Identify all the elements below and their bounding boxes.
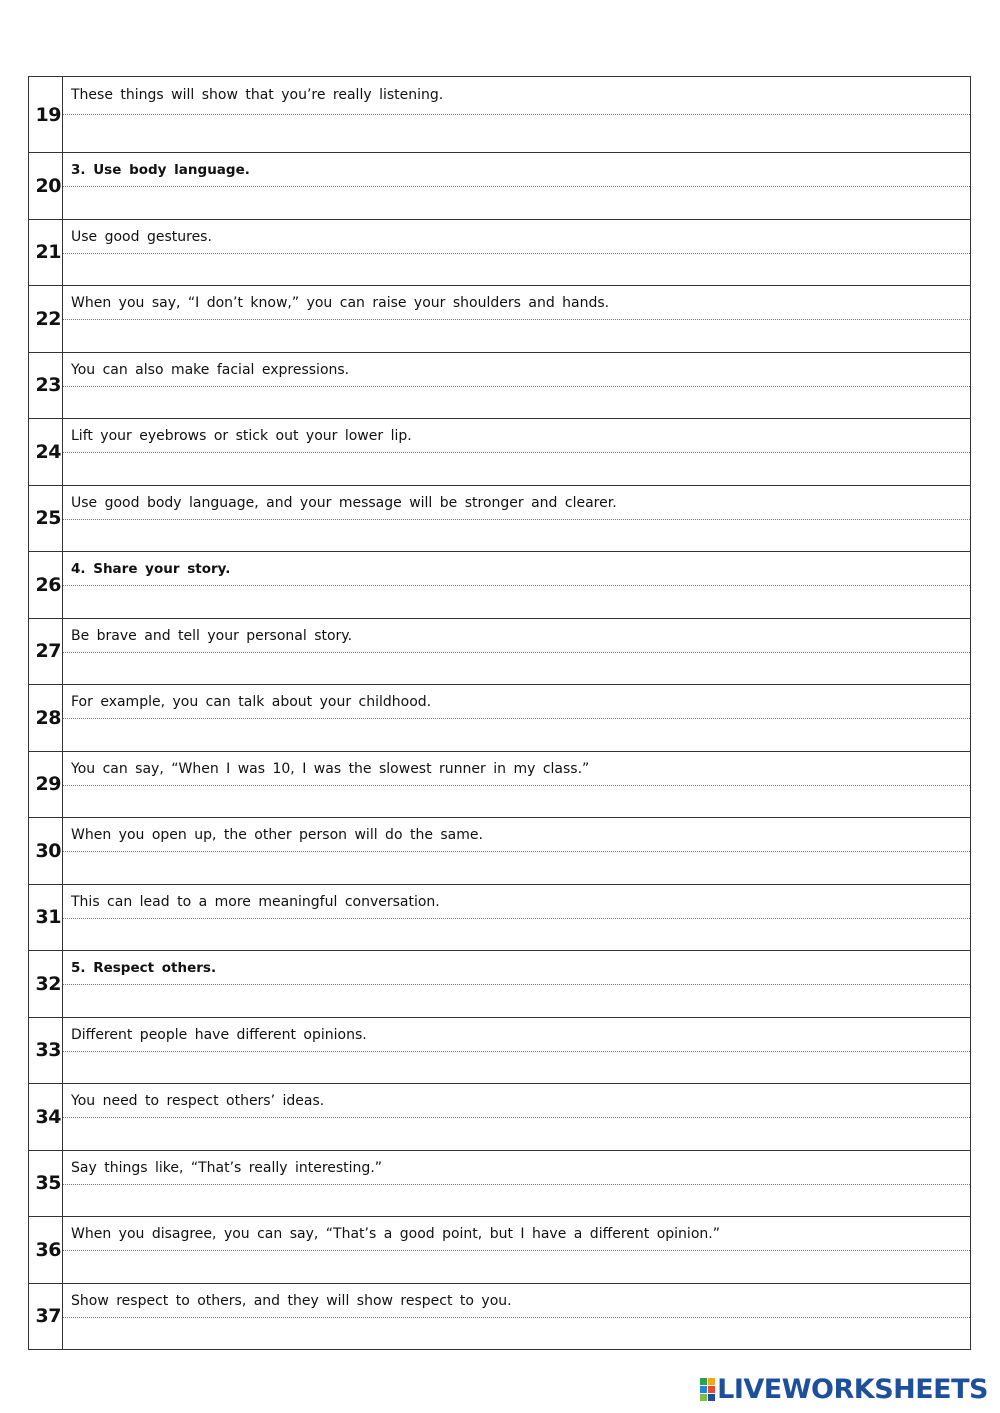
row-number: 28 xyxy=(29,685,63,751)
answer-input[interactable] xyxy=(69,1120,964,1148)
answer-input[interactable] xyxy=(69,1187,964,1215)
table-row xyxy=(29,1018,970,1085)
answer-input[interactable] xyxy=(69,389,964,417)
sentence-text: Lift your eyebrows or stick out your lower lip. xyxy=(71,428,412,444)
sentence-text: Show respect to others, and they will show respect to you. xyxy=(71,1292,512,1309)
logo-square xyxy=(708,1386,715,1393)
table-row xyxy=(29,818,970,885)
table-row xyxy=(29,286,970,353)
answer-input[interactable] xyxy=(69,1320,964,1348)
dotted-divider xyxy=(63,114,970,115)
logo-text: LIVEWORKSHEETS xyxy=(717,1373,988,1405)
dotted-divider xyxy=(63,918,970,919)
answer-input[interactable] xyxy=(69,256,964,284)
answer-input[interactable] xyxy=(69,655,964,683)
sentence-text: These things will show that you’re really listening. xyxy=(71,87,444,103)
answer-input[interactable] xyxy=(69,322,964,350)
dotted-divider xyxy=(63,984,970,985)
row-content xyxy=(63,552,970,618)
logo-square xyxy=(700,1394,707,1401)
table-row xyxy=(29,552,970,619)
row-content xyxy=(63,153,970,219)
answer-input[interactable] xyxy=(69,1253,964,1281)
row-number: 25 xyxy=(29,486,63,552)
row-content xyxy=(63,685,970,751)
table-row xyxy=(29,1217,970,1284)
row-content xyxy=(63,885,970,951)
sentence-text: You can also make facial expressions. xyxy=(71,361,350,378)
row-content xyxy=(63,77,970,152)
section-heading: 4. Share your story. xyxy=(71,561,231,577)
row-number: 36 xyxy=(29,1217,63,1283)
sentence-text: Use good body language, and your message will be stronger and clearer. xyxy=(71,494,617,511)
row-number: 37 xyxy=(29,1284,63,1350)
table-row xyxy=(29,353,970,420)
sentence-text: When you say, “I don’t know,” you can raise your shoulders and hands. xyxy=(71,295,610,311)
table-row xyxy=(29,951,970,1018)
table-row xyxy=(29,885,970,952)
row-number: 29 xyxy=(29,752,63,818)
table-row xyxy=(29,752,970,819)
answer-input[interactable] xyxy=(69,455,964,483)
sentence-text: Be brave and tell your personal story. xyxy=(71,627,353,644)
section-heading: 3. Use body language. xyxy=(71,162,250,178)
table-row xyxy=(29,77,970,153)
table-row xyxy=(29,419,970,486)
row-content xyxy=(63,353,970,419)
row-number: 33 xyxy=(29,1018,63,1084)
row-number: 27 xyxy=(29,619,63,685)
row-number: 30 xyxy=(29,818,63,884)
row-content xyxy=(63,818,970,884)
sentence-text: Use good gestures. xyxy=(71,228,212,245)
dotted-divider xyxy=(63,652,970,653)
row-number: 23 xyxy=(29,353,63,419)
table-row xyxy=(29,619,970,686)
table-row xyxy=(29,220,970,287)
answer-input[interactable] xyxy=(69,588,964,616)
row-number: 34 xyxy=(29,1084,63,1150)
dotted-divider xyxy=(63,585,970,586)
answer-input[interactable] xyxy=(69,854,964,882)
answer-input[interactable] xyxy=(69,721,964,749)
row-content xyxy=(63,1018,970,1084)
sentence-text: You need to respect others’ ideas. xyxy=(71,1093,325,1109)
table-row xyxy=(29,486,970,553)
dotted-divider xyxy=(63,1184,970,1185)
answer-input[interactable] xyxy=(69,921,964,949)
logo-square xyxy=(700,1386,707,1393)
logo-square xyxy=(700,1378,707,1385)
dotted-divider xyxy=(63,386,970,387)
row-content xyxy=(63,1084,970,1150)
row-number: 35 xyxy=(29,1151,63,1217)
logo-square xyxy=(708,1394,715,1401)
row-number: 21 xyxy=(29,220,63,286)
liveworksheets-logo xyxy=(700,1374,988,1404)
dotted-divider xyxy=(63,1250,970,1251)
logo-icon xyxy=(700,1378,715,1401)
sentence-text: For example, you can talk about your childhood. xyxy=(71,694,432,710)
table-row xyxy=(29,153,970,220)
dotted-divider xyxy=(63,186,970,187)
dotted-divider xyxy=(63,253,970,254)
table-row xyxy=(29,1084,970,1151)
section-heading: 5. Respect others. xyxy=(71,960,217,976)
row-number: 24 xyxy=(29,419,63,485)
dotted-divider xyxy=(63,1117,970,1118)
answer-input[interactable] xyxy=(69,788,964,816)
row-number: 26 xyxy=(29,552,63,618)
row-number: 32 xyxy=(29,951,63,1017)
logo-square xyxy=(708,1378,715,1385)
row-content xyxy=(63,220,970,286)
row-content xyxy=(63,1151,970,1217)
row-content xyxy=(63,951,970,1017)
answer-input[interactable] xyxy=(69,189,964,217)
sentence-text: This can lead to a more meaningful conversation. xyxy=(71,893,440,910)
sentence-text: Say things like, “That’s really interesting.” xyxy=(71,1159,383,1176)
sentence-text: When you open up, the other person will do the same. xyxy=(71,827,483,843)
answer-input[interactable] xyxy=(69,1054,964,1082)
table-row xyxy=(29,1284,970,1351)
dotted-divider xyxy=(63,718,970,719)
row-number: 22 xyxy=(29,286,63,352)
answer-input[interactable] xyxy=(69,987,964,1015)
dotted-divider xyxy=(63,319,970,320)
dotted-divider xyxy=(63,1051,970,1052)
dotted-divider xyxy=(63,519,970,520)
row-content xyxy=(63,486,970,552)
worksheet-table xyxy=(28,76,971,1350)
row-content xyxy=(63,1217,970,1283)
row-number: 19 xyxy=(29,77,63,152)
dotted-divider xyxy=(63,1317,970,1318)
dotted-divider xyxy=(63,851,970,852)
dotted-divider xyxy=(63,785,970,786)
sentence-text: Different people have different opinions. xyxy=(71,1026,367,1043)
table-row xyxy=(29,1151,970,1218)
dotted-divider xyxy=(63,452,970,453)
answer-input[interactable] xyxy=(69,117,964,151)
row-number: 20 xyxy=(29,153,63,219)
sentence-text: When you disagree, you can say, “That’s a good point, but I have a different opinion.” xyxy=(71,1226,720,1242)
table-row xyxy=(29,685,970,752)
row-content xyxy=(63,619,970,685)
row-content xyxy=(63,752,970,818)
row-number: 31 xyxy=(29,885,63,951)
row-content xyxy=(63,1284,970,1350)
answer-input[interactable] xyxy=(69,522,964,550)
row-content xyxy=(63,286,970,352)
row-content xyxy=(63,419,970,485)
sentence-text: You can say, “When I was 10, I was the slowest runner in my class.” xyxy=(71,760,590,777)
